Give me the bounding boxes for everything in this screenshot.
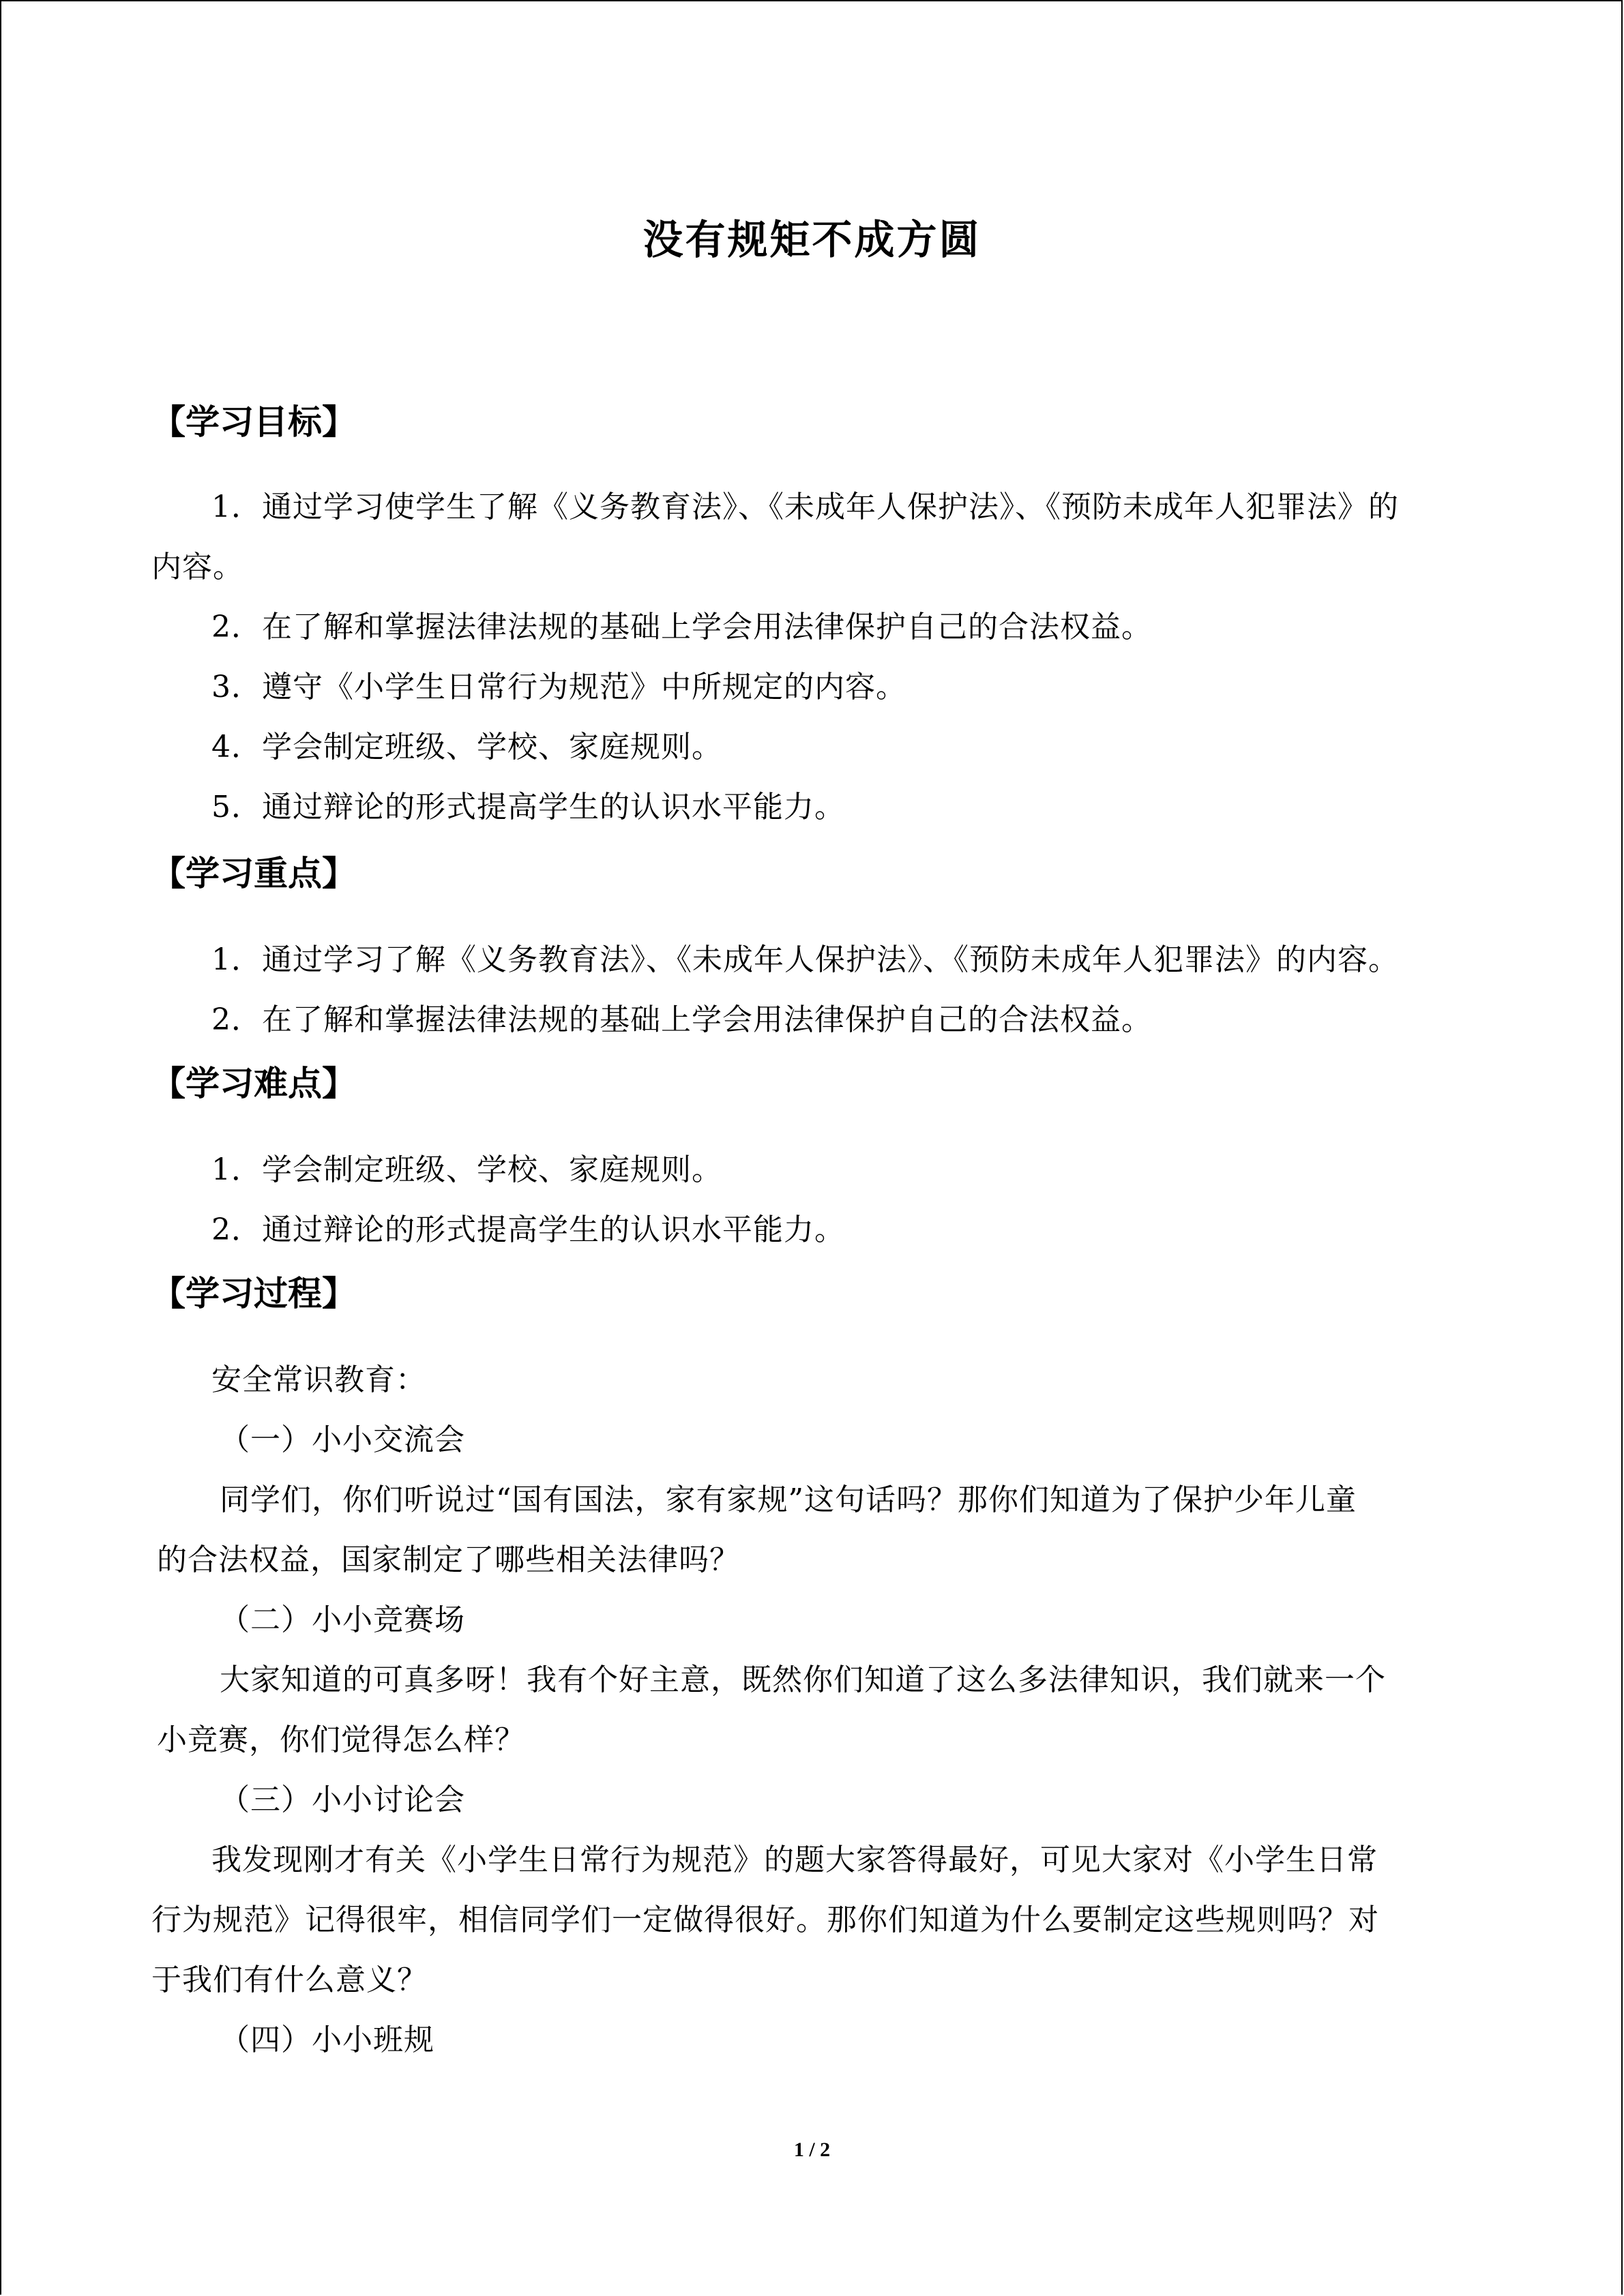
process-line-4: 我发现刚才有关《小学生日常行为规范》的题大家答得最好，可见大家对《小学生日常 (211, 1843, 1378, 1877)
process-line-2-cont: 的合法权益，国家制定了哪些相关法律吗？ (157, 1542, 740, 1577)
process-line-3: 大家知道的可真多呀！我有个好主意，既然你们知道了这么多法律知识，我们就来一个 (220, 1663, 1386, 1697)
key-point-line-2: 2．在了解和掌握法律法规的基础上学会用法律保护自己的合法权益。 (211, 1002, 1152, 1037)
difficulty-line-1: 1．学会制定班级、学校、家庭规则。 (211, 1152, 722, 1187)
process-line-2: 同学们，你们听说过“国有国法，家有家规”这句话吗？那你们知道为了保护少年儿童 (220, 1482, 1357, 1517)
process-line-3-cont: 小竞赛，你们觉得怎么样？ (157, 1723, 525, 1757)
process-subheading-3: （三）小小讨论会 (220, 1783, 465, 1817)
process-subheading-1: （一）小小交流会 (220, 1422, 465, 1457)
difficulty-line-2: 2．通过辩论的形式提高学生的认识水平能力。 (211, 1212, 845, 1247)
section-heading-key-points: 【学习重点】 (151, 854, 356, 893)
objective-line-2: 2．在了解和掌握法律法规的基础上学会用法律保护自己的合法权益。 (211, 610, 1152, 644)
process-line-4-cont-1: 行为规范》记得很牢，相信同学们一定做得很好。那你们知道为什么要制定这些规则吗？对 (151, 1903, 1379, 1937)
page-number: 1 / 2 (793, 2138, 831, 2161)
process-line-1: 安全常识教育： (211, 1362, 426, 1397)
document-title: 没有规矩不成方圆 (643, 216, 981, 263)
objective-line-4: 4．学会制定班级、学校、家庭规则。 (211, 730, 722, 764)
section-heading-difficulties: 【学习难点】 (151, 1064, 356, 1103)
objective-line-5: 5．通过辩论的形式提高学生的认识水平能力。 (211, 790, 845, 824)
process-subheading-2: （二）小小竞赛场 (220, 1602, 465, 1637)
key-point-line-1: 1．通过学习了解《义务教育法》、《未成年人保护法》、《预防未成年人犯罪法》的内容。 (211, 942, 1399, 977)
process-subheading-4: （四）小小班规 (220, 2023, 434, 2057)
objective-line-3: 3．遵守《小学生日常行为规范》中所规定的内容。 (211, 670, 906, 704)
section-heading-process: 【学习过程】 (151, 1274, 356, 1313)
objective-line-1-cont: 内容。 (151, 550, 243, 584)
process-line-4-cont-2: 于我们有什么意义？ (151, 1963, 428, 1997)
objective-line-1: 1．通过学习使学生了解《义务教育法》、《未成年人保护法》、《预防未成年人犯罪法》的 (211, 490, 1399, 524)
section-heading-objectives: 【学习目标】 (151, 402, 356, 442)
